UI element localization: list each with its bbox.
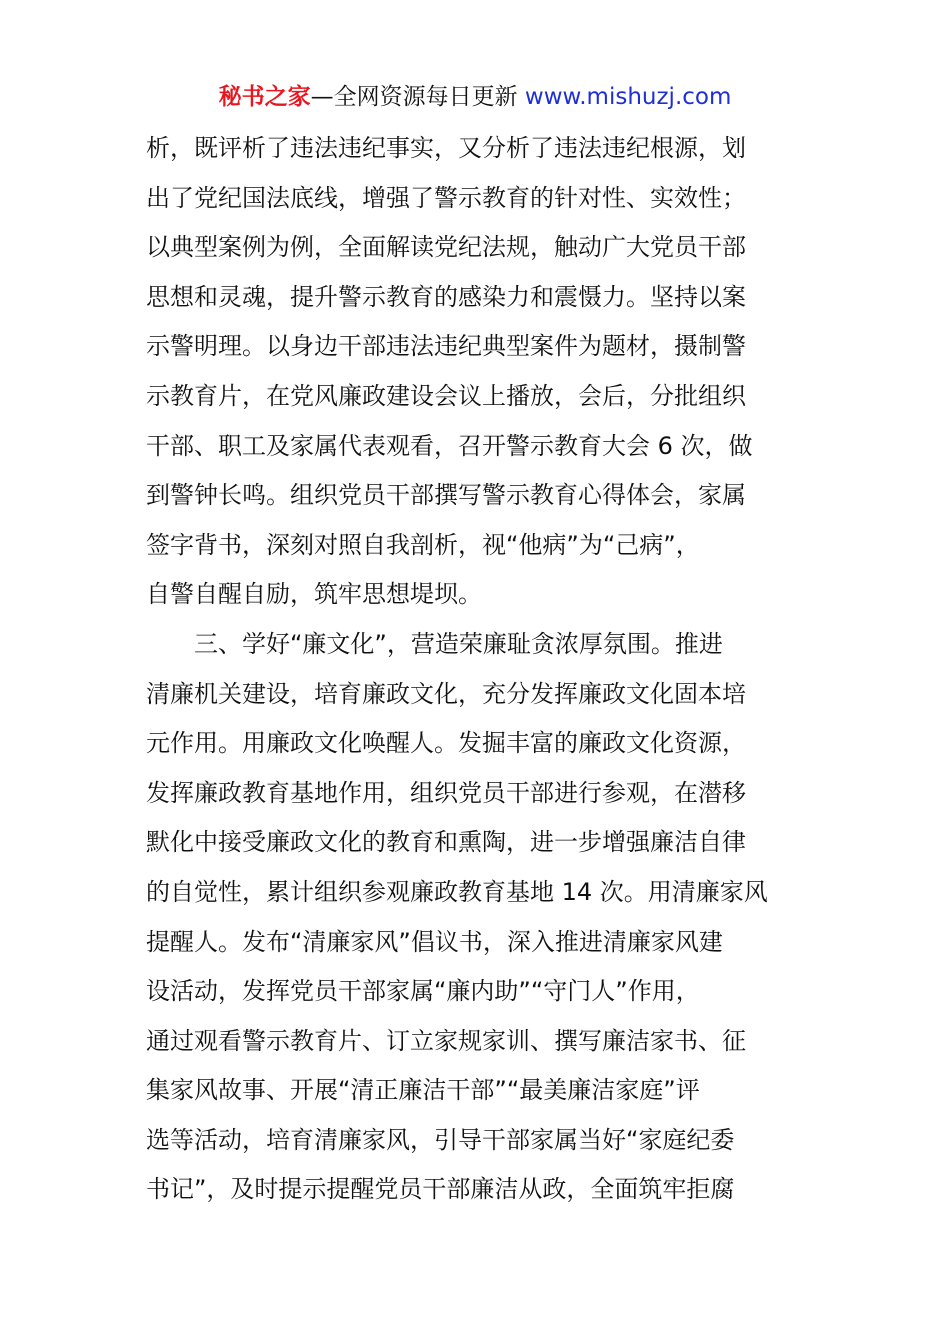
text-line: 到警钟长鸣。组织党员干部撰写警示教育心得体会，家属: [146, 481, 746, 510]
text-line: 选等活动，培育清廉家风，引导干部家属当好“家庭纪委: [146, 1125, 735, 1154]
text-line: 析，既评析了违法违纪事实，又分析了违法违纪根源，划: [146, 134, 746, 162]
text-line: 设活动，发挥党员干部家属“廉内助”“守门人”作用，: [146, 977, 700, 1006]
page-header: [0, 80, 950, 114]
text-line: 以典型案例为例，全面解读党纪法规，触动广大党员干部: [146, 233, 746, 262]
text-line: 出了党纪国法底线，增强了警示教育的针对性、实效性；: [146, 183, 746, 212]
text-line: 签字背书，深刻对照自我剖析，视“他病”为“己病”，: [146, 530, 700, 559]
text-line: 发挥廉政教育基地作用，组织党员干部进行参观，在潜移: [146, 778, 746, 807]
text-line: 集家风故事、开展“清正廉洁干部”“最美廉洁家庭”评: [146, 1076, 700, 1105]
text-line: 三、学好“廉文化”，营造荣廉耻贪浓厚氛围。推进: [146, 629, 723, 658]
text-line: 示教育片，在党风廉政建设会议上播放，会后，分批组织: [146, 381, 746, 410]
text-line: 提醒人。发布“清廉家风”倡议书，深入推进清廉家风建: [146, 927, 723, 956]
text-line: 通过观看警示教育片、订立家规家训、撰写廉洁家书、征: [146, 1026, 746, 1055]
text-line: 思想和灵魂，提升警示教育的感染力和震慑力。坚持以案: [146, 282, 746, 311]
text-line: 干部、职工及家属代表观看，召开警示教育大会 6 次，做: [146, 431, 753, 460]
header-site-url: www.mishuzj.com: [524, 84, 732, 110]
text-line: 示警明理。以身边干部违法违纪典型案件为题材，摄制警: [146, 332, 746, 361]
text-line: 默化中接受廉政文化的教育和熏陶，进一步增强廉洁自律: [146, 828, 746, 857]
text-line: 清廉机关建设，培育廉政文化，充分发挥廉政文化固本培: [146, 679, 746, 708]
text-line: 自警自醒自励，筑牢思想堤坝。: [146, 580, 482, 609]
document-body: [146, 124, 812, 1215]
text-line: 书记”，及时提示提醒党员干部廉洁从政，全面筑牢拒腐: [146, 1175, 735, 1204]
header-brand: 秘书之家: [218, 84, 311, 110]
text-line: 元作用。用廉政文化唤醒人。发掘丰富的廉政文化资源，: [146, 729, 746, 758]
text-line: 的自觉性，累计组织参观廉政教育基地 14 次。用清廉家风: [146, 877, 768, 906]
header-tagline: —全网资源每日更新: [310, 84, 518, 110]
